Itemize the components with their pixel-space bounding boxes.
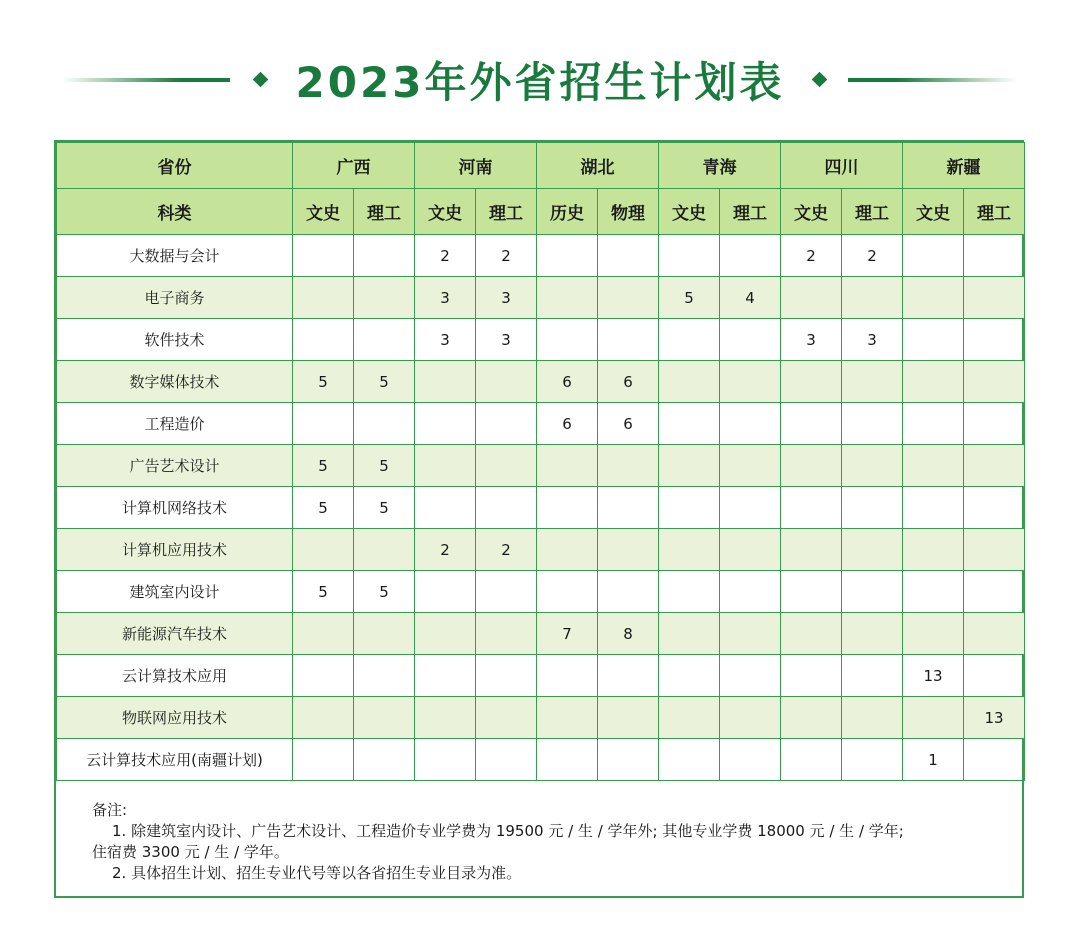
quota-cell (415, 361, 476, 403)
quota-cell: 1 (903, 739, 964, 781)
title-rule-right (848, 78, 1016, 82)
quota-cell (293, 403, 354, 445)
page-title: 2023年外省招生计划表 (295, 58, 785, 107)
quota-cell (964, 445, 1025, 487)
province-header: 新疆 (903, 143, 1025, 189)
quota-cell (354, 739, 415, 781)
quota-cell (659, 319, 720, 361)
quota-cell: 4 (720, 277, 781, 319)
quota-cell (537, 235, 598, 277)
quota-cell (903, 403, 964, 445)
quota-cell (537, 739, 598, 781)
quota-cell (354, 235, 415, 277)
quota-cell (903, 277, 964, 319)
quota-cell (781, 361, 842, 403)
quota-cell (720, 697, 781, 739)
quota-cell (720, 655, 781, 697)
quota-cell (537, 319, 598, 361)
major-name: 建筑室内设计 (57, 571, 293, 613)
quota-cell: 13 (903, 655, 964, 697)
major-name: 物联网应用技术 (57, 697, 293, 739)
quota-cell (476, 403, 537, 445)
quota-cell (476, 571, 537, 613)
quota-cell (720, 235, 781, 277)
quota-cell (415, 739, 476, 781)
table-row (57, 319, 1025, 361)
quota-cell: 5 (659, 277, 720, 319)
quota-cell (842, 445, 903, 487)
quota-cell: 3 (415, 277, 476, 319)
quota-cell (476, 445, 537, 487)
quota-cell (598, 235, 659, 277)
quota-cell (598, 655, 659, 697)
quota-cell (415, 571, 476, 613)
province-header: 四川 (781, 143, 903, 189)
province-header-row (57, 143, 1025, 189)
major-name: 新能源汽车技术 (57, 613, 293, 655)
quota-cell: 3 (476, 277, 537, 319)
major-name: 电子商务 (57, 277, 293, 319)
quota-cell (720, 403, 781, 445)
quota-cell (964, 571, 1025, 613)
quota-cell (537, 697, 598, 739)
quota-cell (415, 487, 476, 529)
quota-cell (293, 613, 354, 655)
quota-cell: 2 (476, 235, 537, 277)
quota-cell (537, 571, 598, 613)
quota-cell (842, 655, 903, 697)
quota-cell (903, 613, 964, 655)
quota-cell (537, 277, 598, 319)
quota-cell (415, 445, 476, 487)
quota-cell (720, 529, 781, 571)
quota-cell (415, 403, 476, 445)
quota-cell (293, 235, 354, 277)
quota-cell (720, 739, 781, 781)
quota-cell (842, 361, 903, 403)
province-header: 湖北 (537, 143, 659, 189)
quota-cell (476, 361, 537, 403)
quota-cell (781, 487, 842, 529)
quota-cell (903, 235, 964, 277)
category-header: 文史 (903, 189, 964, 235)
quota-cell (720, 445, 781, 487)
quota-cell (781, 571, 842, 613)
major-name: 大数据与会计 (57, 235, 293, 277)
quota-cell (781, 739, 842, 781)
category-header: 理工 (476, 189, 537, 235)
quota-cell (964, 277, 1025, 319)
quota-cell: 8 (598, 613, 659, 655)
quota-cell (781, 655, 842, 697)
province-header: 广西 (293, 143, 415, 189)
quota-cell: 6 (598, 403, 659, 445)
quota-cell (903, 529, 964, 571)
table-row (57, 235, 1025, 277)
quota-cell: 5 (354, 571, 415, 613)
category-header: 物理 (598, 189, 659, 235)
table-row (57, 361, 1025, 403)
quota-cell (598, 445, 659, 487)
major-name: 软件技术 (57, 319, 293, 361)
quota-cell: 5 (354, 361, 415, 403)
quota-cell: 6 (537, 403, 598, 445)
quota-cell (903, 487, 964, 529)
quota-cell: 2 (476, 529, 537, 571)
quota-cell (293, 529, 354, 571)
quota-cell: 3 (476, 319, 537, 361)
quota-cell (598, 697, 659, 739)
quota-cell (781, 277, 842, 319)
quota-cell (964, 319, 1025, 361)
quota-cell (720, 613, 781, 655)
quota-cell (781, 403, 842, 445)
table-row (57, 277, 1025, 319)
quota-cell (415, 697, 476, 739)
quota-cell (659, 235, 720, 277)
quota-cell (659, 487, 720, 529)
quota-cell (781, 613, 842, 655)
quota-cell (659, 613, 720, 655)
quota-cell (476, 613, 537, 655)
major-name: 数字媒体技术 (57, 361, 293, 403)
note-line: 1. 除建筑室内设计、广告艺术设计、工程造价专业学费为 19500 元 / 生 / 学年外; 其他专业学费 18000 元 / 生 / 学年; (112, 822, 904, 840)
quota-cell: 5 (293, 571, 354, 613)
quota-cell: 5 (354, 487, 415, 529)
quota-cell (598, 529, 659, 571)
quota-cell: 6 (598, 361, 659, 403)
quota-cell (964, 235, 1025, 277)
quota-cell: 3 (842, 319, 903, 361)
note-line: 住宿费 3300 元 / 生 / 学年。 (92, 843, 289, 861)
quota-cell (842, 529, 903, 571)
quota-cell (659, 739, 720, 781)
quota-cell (964, 655, 1025, 697)
quota-cell: 2 (842, 235, 903, 277)
quota-cell (293, 319, 354, 361)
table-row (57, 739, 1025, 781)
table-body (57, 235, 1025, 781)
title-banner (0, 40, 1080, 120)
quota-cell (293, 655, 354, 697)
category-header: 文史 (293, 189, 354, 235)
major-name: 计算机应用技术 (57, 529, 293, 571)
quota-cell (476, 655, 537, 697)
quota-cell (659, 697, 720, 739)
quota-cell (720, 319, 781, 361)
category-label: 科类 (57, 189, 293, 235)
quota-cell (598, 277, 659, 319)
province-header: 青海 (659, 143, 781, 189)
category-header: 理工 (354, 189, 415, 235)
category-header: 理工 (964, 189, 1025, 235)
quota-cell (354, 403, 415, 445)
quota-cell: 6 (537, 361, 598, 403)
quota-cell (903, 445, 964, 487)
quota-cell (842, 487, 903, 529)
quota-cell (293, 697, 354, 739)
quota-cell (537, 445, 598, 487)
quota-cell (903, 361, 964, 403)
quota-cell (964, 529, 1025, 571)
quota-cell (964, 487, 1025, 529)
quota-cell (354, 697, 415, 739)
major-name: 云计算技术应用 (57, 655, 293, 697)
quota-cell: 7 (537, 613, 598, 655)
quota-cell (537, 487, 598, 529)
quota-cell (598, 739, 659, 781)
quota-cell (842, 739, 903, 781)
table-row (57, 697, 1025, 739)
quota-cell (293, 739, 354, 781)
quota-cell: 5 (293, 487, 354, 529)
table-row (57, 613, 1025, 655)
quota-cell (842, 613, 903, 655)
quota-cell (903, 571, 964, 613)
category-header: 历史 (537, 189, 598, 235)
note-line: 2. 具体招生计划、招生专业代号等以各省招生专业目录为准。 (112, 864, 522, 882)
quota-cell (415, 655, 476, 697)
quota-cell (598, 571, 659, 613)
quota-cell (964, 739, 1025, 781)
quota-cell: 3 (415, 319, 476, 361)
table-row (57, 445, 1025, 487)
quota-cell: 5 (293, 445, 354, 487)
quota-cell (842, 697, 903, 739)
quota-cell (659, 403, 720, 445)
category-header-row (57, 189, 1025, 235)
quota-cell (781, 697, 842, 739)
table-row (57, 529, 1025, 571)
quota-cell (781, 445, 842, 487)
major-name: 广告艺术设计 (57, 445, 293, 487)
quota-cell (720, 361, 781, 403)
quota-cell (293, 277, 354, 319)
quota-cell: 13 (964, 697, 1025, 739)
quota-cell (659, 529, 720, 571)
category-header: 理工 (720, 189, 781, 235)
plan-table-panel (54, 140, 1024, 898)
quota-cell (964, 361, 1025, 403)
quota-cell (842, 277, 903, 319)
quota-cell (354, 529, 415, 571)
quota-cell: 3 (781, 319, 842, 361)
quota-cell (354, 655, 415, 697)
table-row (57, 571, 1025, 613)
table-row (57, 403, 1025, 445)
quota-cell (964, 403, 1025, 445)
province-label: 省份 (57, 143, 293, 189)
quota-cell: 5 (293, 361, 354, 403)
quota-cell (598, 487, 659, 529)
quota-cell (354, 277, 415, 319)
quota-cell: 2 (781, 235, 842, 277)
quota-cell (354, 613, 415, 655)
quota-cell (842, 571, 903, 613)
quota-cell (659, 361, 720, 403)
table-row (57, 487, 1025, 529)
quota-cell (659, 445, 720, 487)
major-name: 工程造价 (57, 403, 293, 445)
quota-cell (537, 529, 598, 571)
table-row (57, 655, 1025, 697)
quota-cell (964, 613, 1025, 655)
quota-cell: 2 (415, 235, 476, 277)
quota-cell (415, 613, 476, 655)
quota-cell (903, 697, 964, 739)
quota-cell (354, 319, 415, 361)
category-header: 理工 (842, 189, 903, 235)
category-header: 文史 (659, 189, 720, 235)
notes (92, 800, 1012, 884)
quota-cell (598, 319, 659, 361)
quota-cell (537, 655, 598, 697)
quota-cell (842, 403, 903, 445)
quota-cell (720, 571, 781, 613)
quota-cell (720, 487, 781, 529)
category-header: 文史 (781, 189, 842, 235)
quota-cell (781, 529, 842, 571)
quota-cell (903, 319, 964, 361)
notes-heading: 备注: (92, 801, 128, 819)
quota-cell (476, 487, 537, 529)
quota-cell (659, 571, 720, 613)
major-name: 计算机网络技术 (57, 487, 293, 529)
province-header: 河南 (415, 143, 537, 189)
quota-cell: 2 (415, 529, 476, 571)
quota-cell (476, 739, 537, 781)
category-header: 文史 (415, 189, 476, 235)
quota-cell: 5 (354, 445, 415, 487)
quota-cell (659, 655, 720, 697)
enrollment-plan-table (56, 142, 1025, 781)
major-name: 云计算技术应用(南疆计划) (57, 739, 293, 781)
quota-cell (476, 697, 537, 739)
